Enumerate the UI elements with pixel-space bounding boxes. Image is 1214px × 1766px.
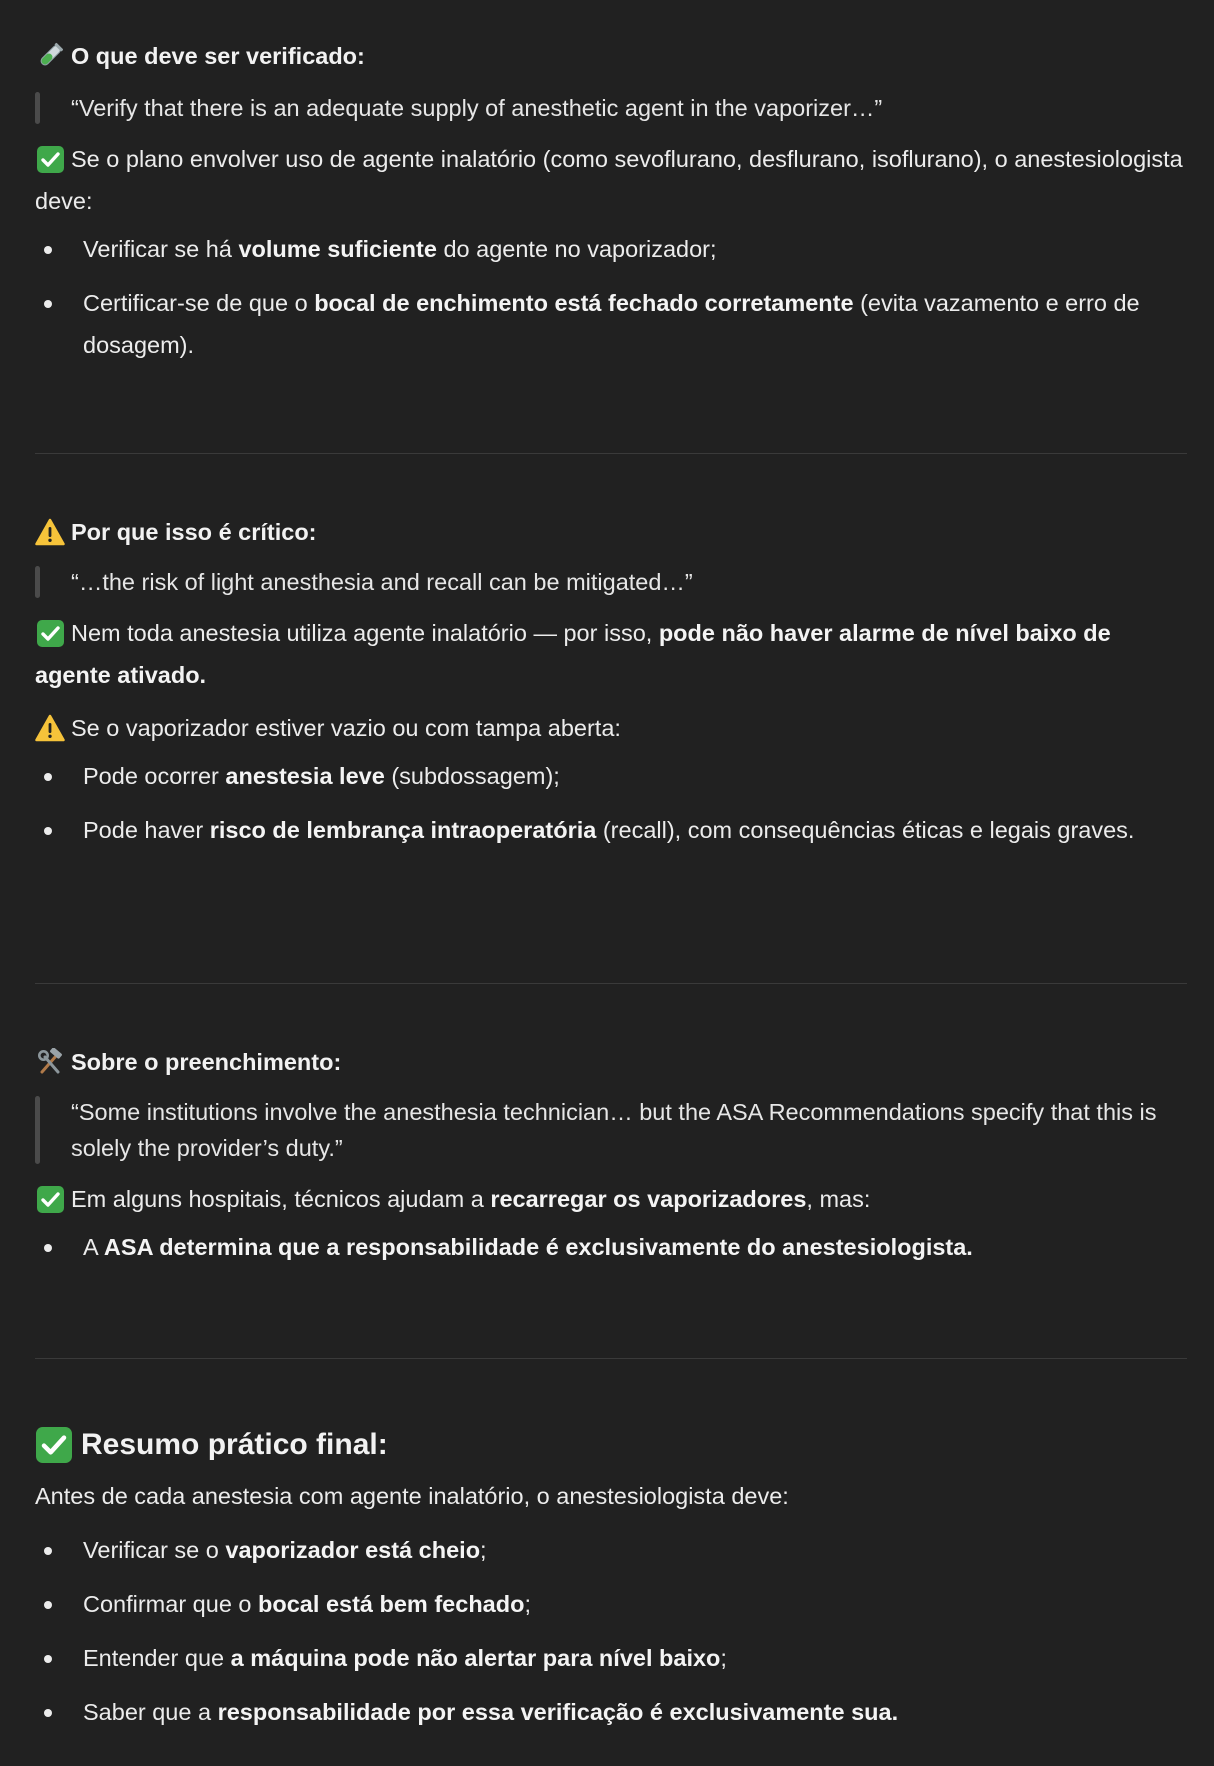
- item-bold-text: bocal de enchimento está fechado corretamente: [314, 290, 854, 316]
- section-heading: [35, 511, 1187, 553]
- bullet-list: [35, 228, 1187, 366]
- item-text: Verificar se há: [83, 236, 239, 262]
- list-item: [35, 1226, 1187, 1268]
- item-text: (subdossagem);: [384, 763, 560, 789]
- blockquote: [35, 90, 1187, 126]
- paragraph: [35, 1178, 1187, 1220]
- item-text: Entender que: [83, 1645, 231, 1671]
- section-heading: [35, 1041, 1187, 1083]
- list-item: [35, 1637, 1187, 1679]
- list-item: [35, 1529, 1187, 1571]
- item-bold-text: bocal está bem fechado: [258, 1591, 525, 1617]
- paragraph: [35, 707, 1187, 749]
- item-text: Confirmar que o: [83, 1591, 259, 1617]
- heading-text: Sobre o preenchimento:: [71, 1049, 342, 1075]
- summary-heading: [35, 1421, 1187, 1469]
- item-text: Certificar-se de que o: [83, 290, 315, 316]
- blockquote: [35, 564, 1187, 600]
- list-item: [35, 282, 1187, 366]
- quote-text: “Some institutions involve the anesthesia technician… but the ASA Recommendations specify that this is solely the provider’s duty.”: [71, 1099, 1157, 1161]
- item-text: ;: [720, 1645, 727, 1671]
- check-mark-icon: [35, 145, 65, 175]
- paragraph-text: Se o plano envolver uso de agente inalatório (como sevoflurano, desflurano, isoflurano), o anestesiologista deve:: [35, 146, 1183, 214]
- item-bold-text: risco de lembrança intraoperatória: [209, 817, 597, 843]
- warning-icon: [35, 517, 65, 547]
- paragraph-text: Nem toda anestesia utiliza agente inalatório — por isso,: [71, 620, 659, 646]
- bullet-list: [35, 755, 1187, 851]
- paragraph-text: Em alguns hospitais, técnicos ajudam a: [71, 1186, 491, 1212]
- item-text: A: [83, 1234, 104, 1260]
- paragraph: [35, 1475, 1187, 1517]
- paragraph-text: , mas:: [806, 1186, 871, 1212]
- item-bold-text: a máquina pode não alertar para nível baixo: [230, 1645, 721, 1671]
- paragraph-text: Antes de cada anestesia com agente inalatório, o anestesiologista deve:: [35, 1483, 789, 1509]
- item-text: Saber que a: [83, 1699, 218, 1725]
- item-text: ;: [480, 1537, 487, 1563]
- bullet-list: [35, 1226, 1187, 1268]
- item-bold-text: volume suficiente: [238, 236, 437, 262]
- paragraph: [35, 138, 1187, 222]
- paragraph-bold-text: pode não haver alarme de nível baixo de agente ativado.: [35, 620, 1111, 688]
- section-heading: [35, 35, 1187, 77]
- warning-icon: [35, 713, 65, 743]
- item-text: Pode ocorrer: [83, 763, 226, 789]
- heading-text: Resumo prático final:: [81, 1428, 388, 1461]
- list-item: [35, 809, 1187, 851]
- blockquote: [35, 1094, 1187, 1166]
- item-bold-text: ASA determina que a responsabilidade é exclusivamente do anestesiologista.: [103, 1234, 973, 1260]
- list-item: [35, 228, 1187, 270]
- item-bold-text: responsabilidade por essa verificação é exclusivamente sua.: [217, 1699, 899, 1725]
- list-item: [35, 755, 1187, 797]
- hammer-wrench-icon: [35, 1047, 65, 1077]
- bullet-list: [35, 1529, 1187, 1733]
- list-item: [35, 1691, 1187, 1733]
- check-mark-icon: [35, 1185, 65, 1215]
- quote-text: “Verify that there is an adequate supply of anesthetic agent in the vaporizer…”: [71, 95, 883, 121]
- heading-text: Por que isso é crítico:: [71, 519, 317, 545]
- item-text: ;: [524, 1591, 531, 1617]
- quote-text: “…the risk of light anesthesia and recall can be mitigated…”: [71, 569, 693, 595]
- item-bold-text: vaporizador está cheio: [225, 1537, 481, 1563]
- item-text: (evita vazamento e erro de dosagem).: [83, 290, 1140, 358]
- paragraph-bold-text: recarregar os vaporizadores: [490, 1186, 807, 1212]
- item-text: (recall), com consequências éticas e legais graves.: [596, 817, 1135, 843]
- paragraph-text: Se o vaporizador estiver vazio ou com tampa aberta:: [71, 715, 621, 741]
- heading-text: O que deve ser verificado:: [71, 43, 365, 69]
- test-tube-icon: [35, 41, 65, 71]
- section-filling: [35, 1041, 1187, 1280]
- check-mark-icon: [35, 619, 65, 649]
- item-text: Pode haver: [83, 817, 210, 843]
- check-mark-icon: [35, 1426, 73, 1464]
- item-bold-text: anestesia leve: [225, 763, 385, 789]
- divider: [35, 453, 1187, 454]
- item-text: do agente no vaporizador;: [436, 236, 717, 262]
- section-verification: [35, 35, 1187, 378]
- divider: [35, 983, 1187, 984]
- section-why-critical: [35, 511, 1187, 863]
- paragraph: [35, 612, 1187, 696]
- divider: [35, 1358, 1187, 1359]
- section-summary: [35, 1421, 1187, 1745]
- list-item: [35, 1583, 1187, 1625]
- item-text: Verificar se o: [83, 1537, 226, 1563]
